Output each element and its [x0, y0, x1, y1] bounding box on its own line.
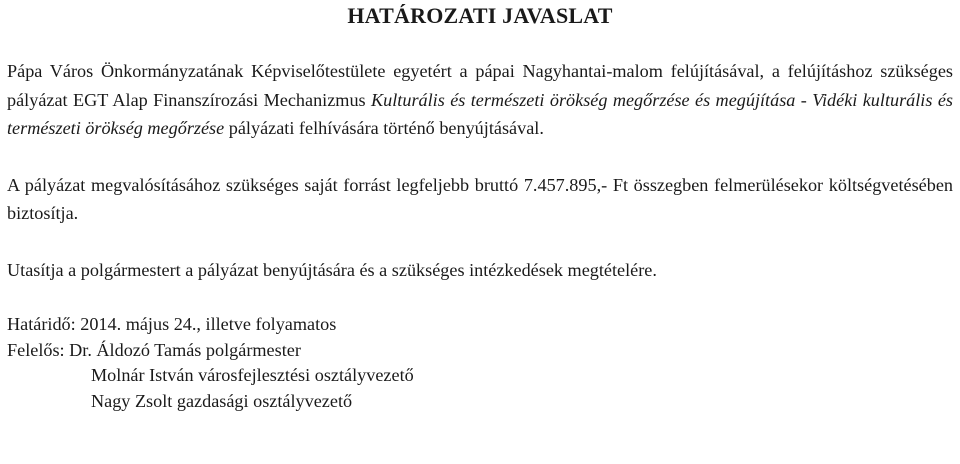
resolution-paragraph-1: [7, 57, 953, 143]
resolution-paragraph-3: Utasítja a polgármestert a pályázat benyújtására és a szükséges intézkedések megtételére.: [7, 259, 657, 280]
responsible-line-3: Nagy Zsolt gazdasági osztályvezető: [91, 390, 353, 411]
responsible-line: Felelős: Dr. Áldozó Tamás polgármester: [7, 339, 301, 360]
paragraph-1-text-a: Pápa Város Önkormányzatának Képviselőtestülete egyetért a pápai Nagyhantai-malom felújításával, a felújításhoz szükséges pályázat EGT Alap Finanszírozási Mechanizmus: [7, 61, 953, 110]
document-title: HATÁROZATI JAVASLAT: [347, 3, 613, 28]
deadline-line: Határidő: 2014. május 24., illetve folyamatos: [7, 314, 337, 334]
document-page: [7, 0, 953, 414]
responsible-line-2: Molnár István városfejlesztési osztályvezető: [91, 365, 414, 385]
resolution-paragraph-2: A pályázat megvalósításához szükséges saját forrást legfeljebb bruttó 7.457.895,- Ft összegben felmerülésekor költségvetésében biztosítja.: [7, 174, 953, 223]
paragraph-1-text-b: pályázati felhívására történő benyújtásával.: [224, 118, 544, 138]
paragraph-1-italic-program: Kulturális és természeti örökség megőrzése és megújítása - Vidéki kulturális és természeti örökség megőrzése: [7, 89, 953, 138]
